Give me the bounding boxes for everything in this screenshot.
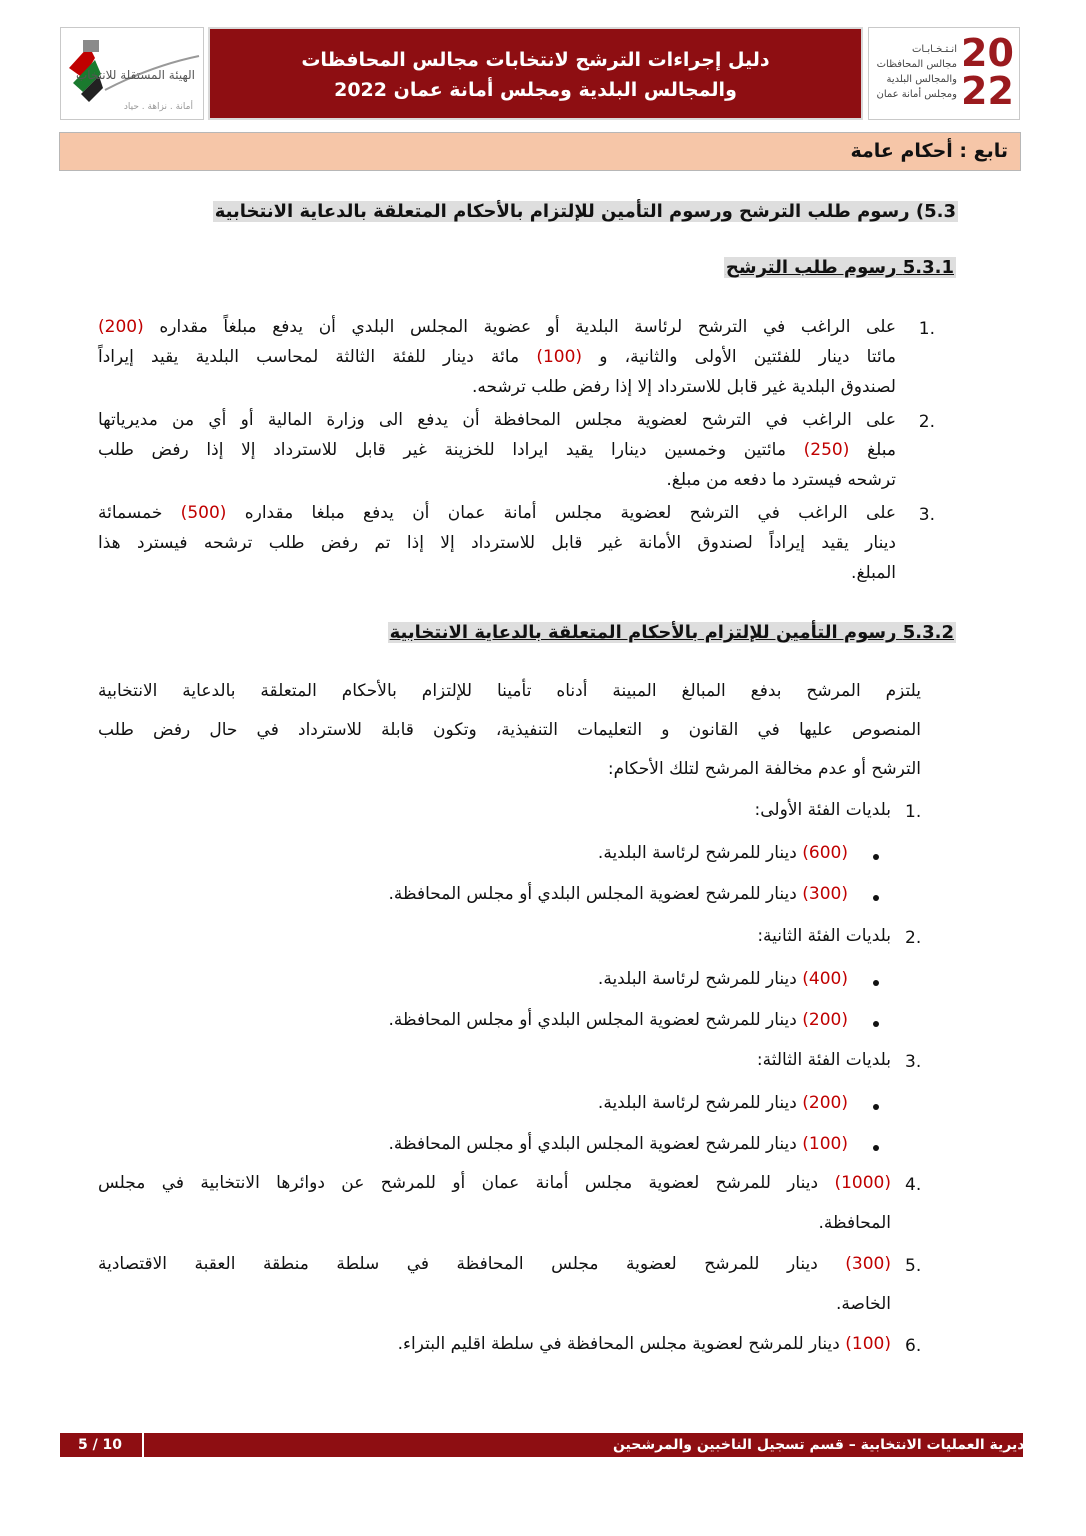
amount: (1000) <box>834 1173 891 1193</box>
category-title <box>755 800 891 820</box>
amount: (200) <box>802 1010 848 1030</box>
line-text: خمسمائة <box>98 503 181 523</box>
page-number: 5 / 10 <box>77 1437 123 1453</box>
line-text: لصندوق البلدية غير قابل للاسترداد إلا إذا رفض طلب ترشحه. <box>472 377 896 397</box>
item-text: دينار للمرشح لعضوية مجلس المحافظة في سلطة منطقة العقبة الاقتصادية <box>98 1254 846 1274</box>
item-line <box>819 1213 891 1233</box>
intro-text: الترشح أو عدم مخالفة المرشح لتلك الأحكام: <box>607 759 921 779</box>
category-title-text: بلديات الفئة الثالثة: <box>756 1050 891 1070</box>
amount: (300) <box>802 884 848 904</box>
list-line <box>98 440 896 460</box>
amount: (200) <box>802 1093 848 1113</box>
footer-separator <box>142 1433 450 1457</box>
year-bottom: 22 <box>961 69 1014 113</box>
item-line <box>836 1294 891 1314</box>
intro-line <box>98 720 921 740</box>
bullet-text: دينار للمرشح لرئاسة البلدية. <box>597 843 803 863</box>
amount: (500) <box>180 503 227 523</box>
bullet-text: دينار للمرشح لرئاسة البلدية. <box>597 1093 803 1113</box>
heading-5-3: 5.3) رسوم طلب الترشح ورسوم التأمين للإلتزام بالأحكام المتعلقة بالدعاية الانتخابية <box>214 201 956 222</box>
line-text: ترشحه فيسترد ما دفعه من مبلغ. <box>666 470 896 490</box>
category-title <box>757 926 891 946</box>
bullet-icon <box>873 1104 879 1110</box>
intro-text: المنصوص عليها في القانون و التعليمات التنفيذية، وتكون قابلة للاسترداد في حال رفض طلب <box>98 720 921 740</box>
title-line-2: والمجالس البلدية ومجلس أمانة عمان 2022 <box>334 79 737 101</box>
year-top: 20 <box>961 31 1014 75</box>
bullet-text: دينار للمرشح لعضوية المجلس البلدي أو مجلس المحافظة. <box>388 884 803 904</box>
intro-line <box>608 759 921 779</box>
list-number: 3. <box>918 505 935 525</box>
line-text: على الراغب في الترشح لعضوية مجلس أمانة عمان أن يدفع مبلغا مقداره <box>226 503 896 523</box>
bullet-text: دينار للمرشح لرئاسة البلدية. <box>597 969 803 989</box>
item-line <box>98 1254 891 1274</box>
bullet-line <box>598 843 848 863</box>
category-title-text: بلديات الفئة الأولى: <box>754 800 891 820</box>
heading-5-3-1: 5.3.1 رسوم طلب الترشح <box>725 257 954 278</box>
item-text: المحافظة. <box>818 1213 891 1233</box>
line-text: على الراغب في الترشح لعضوية مجلس المحافظة أن يدفع الى وزارة المالية أو أي من مديرياتها <box>98 410 896 430</box>
section-bar: تابع : أحكام عامة <box>59 132 1021 171</box>
item-number: 6. <box>905 1336 922 1356</box>
line-text: مائتا دينار للفئتين الأولى والثانية، و <box>582 347 897 367</box>
category-number: 3. <box>905 1052 922 1072</box>
list-number: 1. <box>918 319 935 339</box>
logo-line-4: ومجلس أمانة عمان <box>876 89 957 100</box>
category-number: 1. <box>905 802 922 822</box>
line-text: على الراغب في الترشح لرئاسة البلدية أو عضوية المجلس البلدي أن يدفع مبلغاً مقداره <box>143 317 896 337</box>
iec-name: الهيئة المستقلة للانتخاب <box>75 68 195 82</box>
intro-line <box>98 681 921 701</box>
amount: (250) <box>803 440 850 460</box>
item-number: 5. <box>905 1256 922 1276</box>
list-line <box>472 377 896 397</box>
amount: (400) <box>802 969 848 989</box>
list-line <box>98 410 896 430</box>
bullet-line <box>389 1010 848 1030</box>
bullet-icon <box>873 854 879 860</box>
line-text: المبلغ. <box>851 563 896 583</box>
footer-department: مديرية العمليات الانتخابية – قسم تسجيل الناخبين والمرشحين <box>612 1437 1034 1453</box>
line-text: مبلغ <box>849 440 896 460</box>
amount: (100) <box>802 1134 848 1154</box>
logo-line-1: انـتـخـابـات <box>911 44 957 55</box>
amount: (100) <box>536 347 583 367</box>
item-text: دينار للمرشح لعضوية مجلس المحافظة في سلطة اقليم البتراء. <box>397 1334 846 1354</box>
iec-logo <box>60 27 204 120</box>
item-line <box>398 1334 891 1354</box>
amount: (100) <box>845 1334 891 1354</box>
item-number: 4. <box>905 1175 922 1195</box>
amount: (200) <box>98 317 144 337</box>
heading-5-3-2: 5.3.2 رسوم التأمين للإلتزام بالأحكام المتعلقة بالدعاية الانتخابية <box>389 622 954 643</box>
amount: (300) <box>845 1254 891 1274</box>
bullet-line <box>598 1093 848 1113</box>
bullet-text: دينار للمرشح لعضوية المجلس البلدي أو مجلس المحافظة. <box>388 1010 803 1030</box>
line-text: مائة دينار للفئة الثالثة لمحاسب البلدية يقيد إيراداً <box>98 347 537 367</box>
title-line-1: دليل إجراءات الترشح لانتخابات مجالس المحافظات <box>301 49 770 71</box>
item-text: دينار للمرشح لعضوية مجلس أمانة عمان أو للمرشح عن دوائرها الانتخابية في مجلس <box>98 1173 835 1193</box>
list-line <box>98 317 896 337</box>
line-text: دينار يقيد إيراداً لصندوق الأمانة غير قابل للاسترداد إلا إذا تم رفض طلب ترشحه فيسترد هذا <box>98 533 896 553</box>
category-title-text: بلديات الفئة الثانية: <box>757 926 891 946</box>
bullet-icon <box>873 1021 879 1027</box>
bullet-line <box>598 969 848 989</box>
logo-line-3: والمجالس البلدية <box>886 74 957 85</box>
line-text: مائتين وخمسين دينارا يقيد ايرادا للخزينة غير قابل للاسترداد إلا إذا رفض طلب <box>98 440 804 460</box>
amount: (600) <box>802 843 848 863</box>
list-line <box>98 347 896 367</box>
elections-2022-logo <box>868 27 1020 120</box>
intro-text: يلتزم المرشح بدفع المبالغ المبينة أدناه تأمينا للإلتزام بالأحكام المتعلقة بالدعاية الانتخابية <box>98 681 921 701</box>
bullet-icon <box>873 895 879 901</box>
list-line <box>851 563 896 583</box>
bullet-icon <box>873 1145 879 1151</box>
bullet-icon <box>873 980 879 986</box>
bullet-text: دينار للمرشح لعضوية المجلس البلدي أو مجلس المحافظة. <box>388 1134 803 1154</box>
bullet-line <box>389 884 848 904</box>
document-title <box>208 27 863 120</box>
item-line <box>98 1173 891 1193</box>
list-number: 2. <box>918 412 935 432</box>
list-line <box>98 533 896 553</box>
list-line <box>666 470 896 490</box>
category-title <box>757 1050 891 1070</box>
logo-line-2: مجالس المحافظات <box>876 59 957 70</box>
iec-tagline: أمانة . نزاهة . حياد <box>123 102 193 112</box>
category-number: 2. <box>905 928 922 948</box>
list-line <box>98 503 896 523</box>
bullet-line <box>389 1134 848 1154</box>
item-text: الخاصة. <box>835 1294 891 1314</box>
